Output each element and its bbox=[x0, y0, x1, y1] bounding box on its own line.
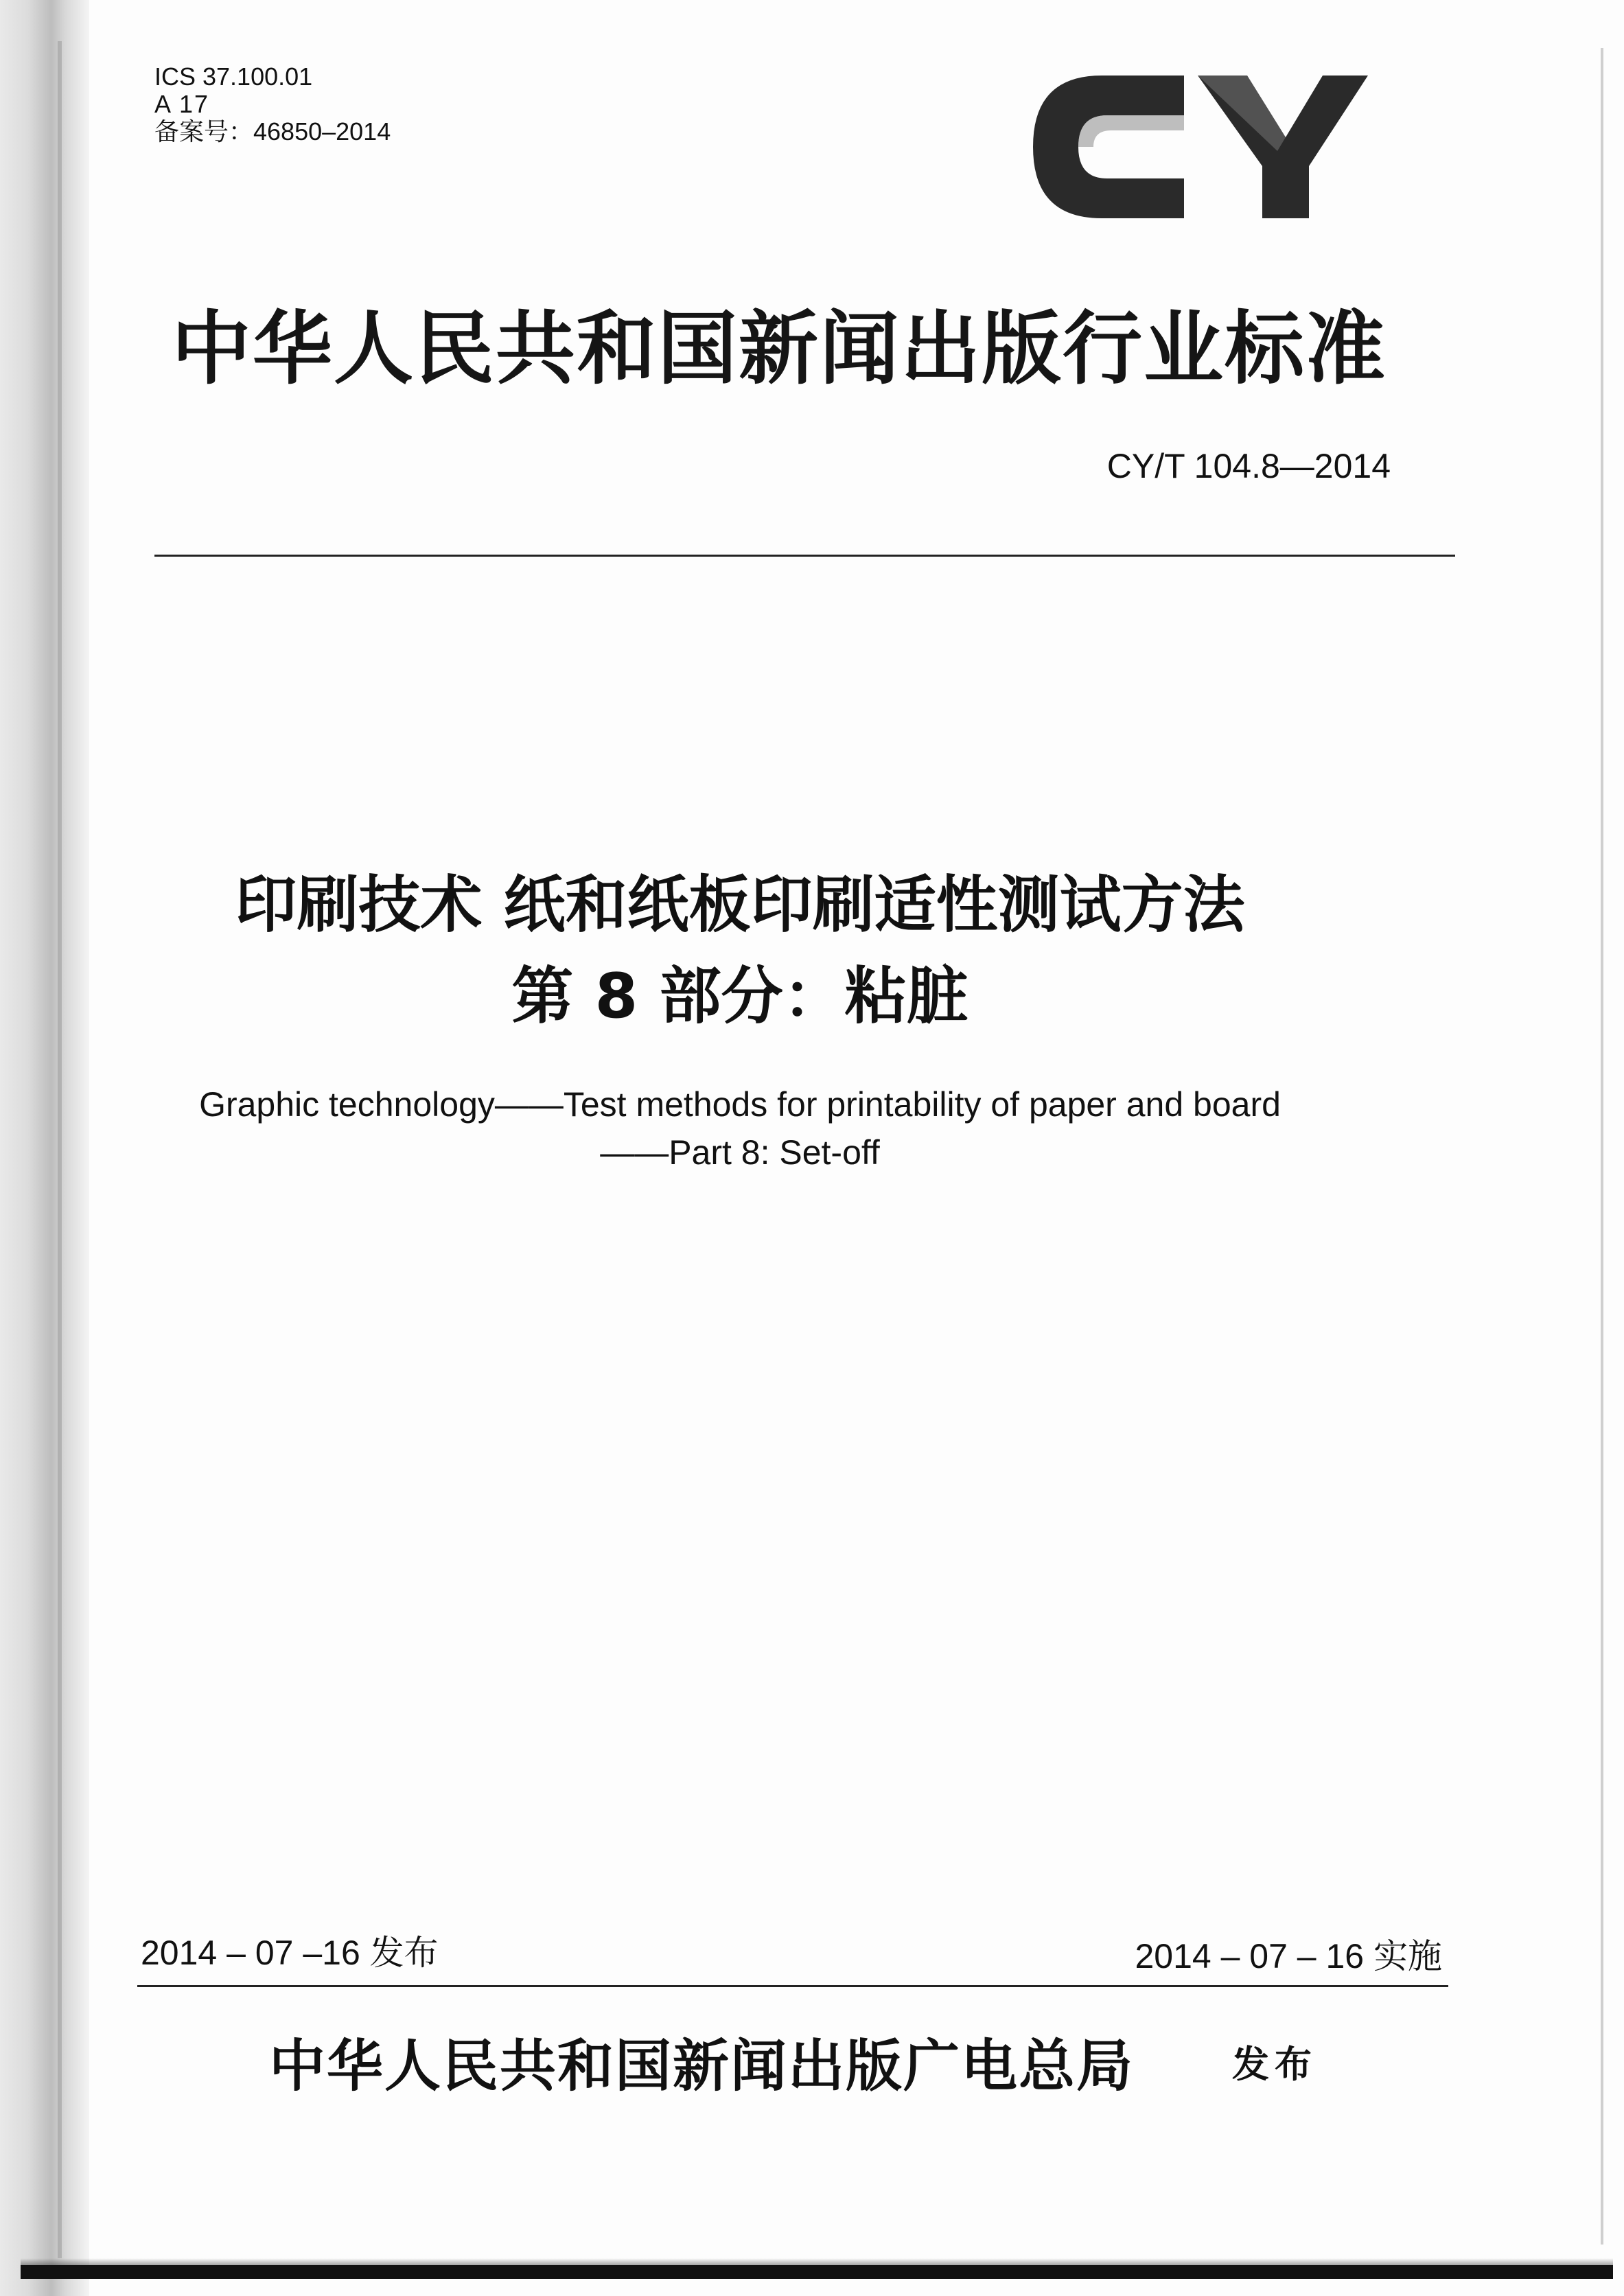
cy-logo bbox=[1026, 56, 1369, 238]
standard-title: 中华人民共和国新闻出版行业标准 bbox=[172, 303, 1387, 395]
english-title-line-2: ——Part 8: Set-off bbox=[600, 1133, 880, 1172]
footer-divider bbox=[137, 1985, 1448, 1987]
scan-streak-right bbox=[1601, 48, 1603, 2245]
scan-shadow-bottom bbox=[21, 2258, 1613, 2265]
scan-edge-bottom bbox=[21, 2265, 1613, 2279]
standard-code: CY/T 104.8—2014 bbox=[1106, 447, 1391, 485]
publish-label: 发布 bbox=[1232, 2042, 1317, 2086]
standard-metadata bbox=[154, 63, 391, 146]
implementation-date: 2014 – 07 – 16 实施 bbox=[1135, 1937, 1442, 1975]
chinese-title-line-2: 第 8 部分：粘脏 bbox=[511, 960, 968, 1032]
publisher-name: 中华人民共和国新闻出版广电总局 bbox=[269, 2033, 1135, 2099]
classification-code: A 17 bbox=[154, 90, 210, 118]
header-divider bbox=[154, 555, 1455, 557]
english-title-line-1: Graphic technology——Test methods for printability of paper and board bbox=[199, 1085, 1281, 1124]
issue-date: 2014 – 07 –16 发布 bbox=[141, 1934, 439, 1972]
ics-code: ICS 37.100.01 bbox=[154, 62, 313, 91]
record-number: 备案号：46850–2014 bbox=[154, 117, 391, 146]
chinese-title-line-1: 印刷技术 纸和纸板印刷适性测试方法 bbox=[235, 869, 1245, 941]
